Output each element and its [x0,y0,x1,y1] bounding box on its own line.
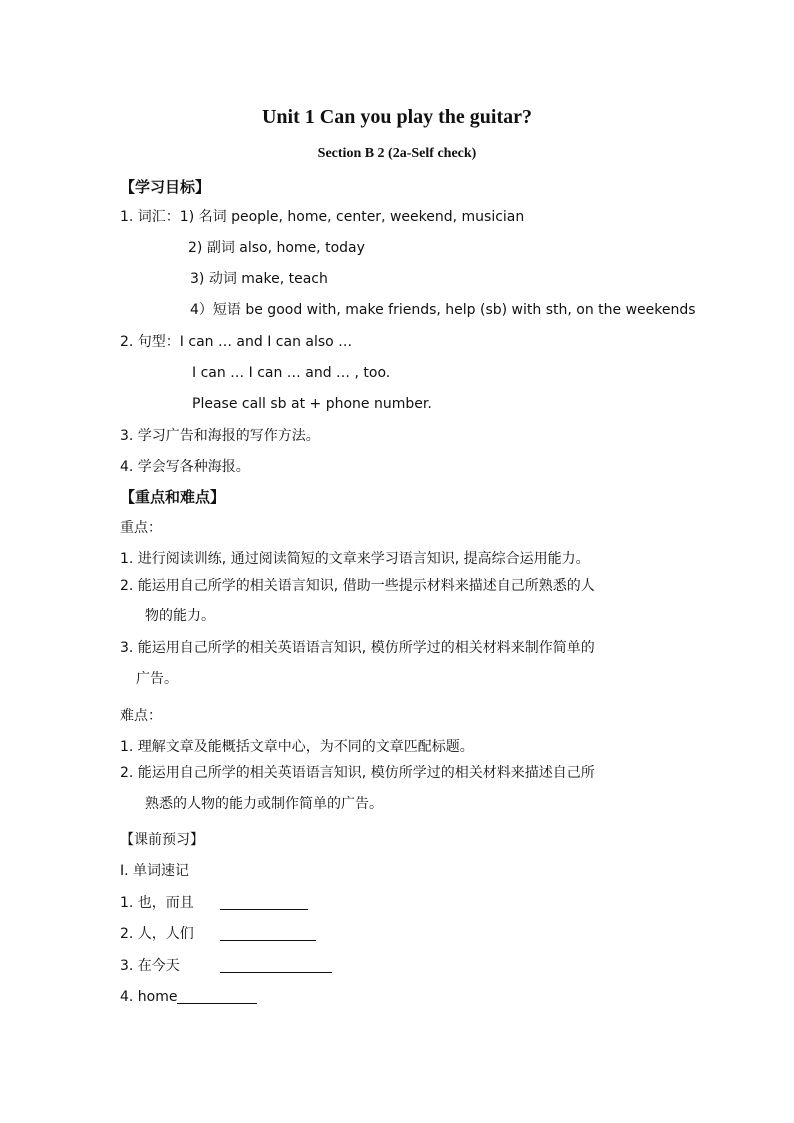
page-subtitle: Section B 2 (2a-Self check) [317,146,477,161]
pattern-line-3: Please call sb at + phone number. [192,396,432,412]
word-item-1 [120,894,194,912]
vocab-line-2: 2) 副词 also, home, today [188,240,365,256]
vocab-line-1: 1. 词汇：1) 名词 people, home, center, weekend, musician [120,209,525,225]
word-item-4 [120,988,178,1006]
answer-blank[interactable] [220,926,316,941]
word-prompt: 1. 也，而且 [120,895,194,911]
preview-section-label: I. 单词速记 [120,863,190,879]
word-prompt: 4. home [120,989,178,1005]
difficulty-item-2-cont: 熟悉的人物的能力或制作简单的广告。 [145,796,383,812]
difficulty-item-1: 1. 理解文章及能概括文章中心，为不同的文章匹配标题。 [120,739,474,755]
key-points-heading: 【重点和难点】 [120,488,226,506]
focus-item-3: 3. 能运用自己所学的相关英语语言知识, 模仿所学过的相关材料来制作简单的 [120,640,595,656]
word-prompt: 2. 人，人们 [120,926,194,942]
focus-label: 重点： [120,520,162,536]
pattern-line-2: I can … I can … and … , too. [192,365,391,381]
focus-item-3-cont: 广告。 [136,671,178,687]
answer-blank[interactable] [220,895,308,910]
objective-item-4: 4. 学会写各种海报。 [120,459,250,475]
difficulty-label: 难点： [120,708,162,724]
word-prompt: 3. 在今天 [120,958,180,974]
preview-heading: 【课前预习】 [120,832,204,848]
objectives-heading: 【学习目标】 [120,178,211,196]
vocab-line-4: 4）短语 be good with, make friends, help (sb) with sth, on the weekends [190,302,696,318]
focus-item-1: 1. 进行阅读训练, 通过阅读简短的文章来学习语言知识, 提高综合运用能力。 [120,551,590,567]
objective-item-3: 3. 学习广告和海报的写作方法。 [120,428,320,444]
focus-item-2: 2. 能运用自己所学的相关语言知识, 借助一些提示材料来描述自己所熟悉的人 [120,578,595,594]
vocab-line-3: 3) 动词 make, teach [190,271,328,287]
pattern-line-1: 2. 句型：I can … and I can also … [120,334,353,350]
word-item-2 [120,925,194,943]
answer-blank[interactable] [220,958,332,973]
difficulty-item-2: 2. 能运用自己所学的相关英语语言知识, 模仿所学过的相关材料来描述自己所 [120,765,595,781]
page-title: Unit 1 Can you play the guitar? [261,106,533,128]
answer-blank[interactable] [177,989,257,1004]
word-item-3 [120,957,180,975]
focus-item-2-cont: 物的能力。 [145,608,215,624]
